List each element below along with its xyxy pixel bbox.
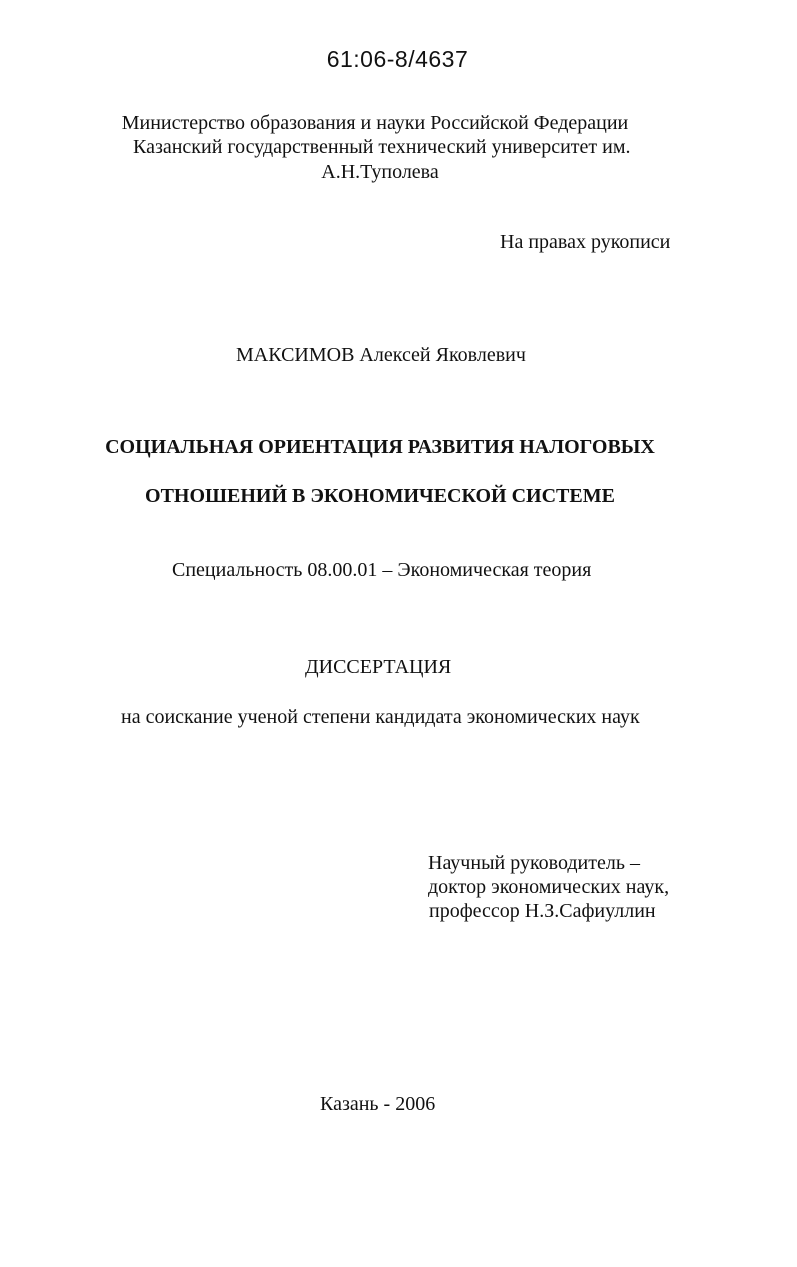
- dissertation-title-line1: СОЦИАЛЬНАЯ ОРИЕНТАЦИЯ РАЗВИТИЯ НАЛОГОВЫХ: [105, 436, 655, 458]
- rights-note: На правах рукописи: [500, 231, 671, 253]
- supervisor-degree: доктор экономических наук,: [428, 876, 670, 898]
- supervisor-role: Научный руководитель –: [428, 852, 640, 874]
- university-name-line1: Казанский государственный технический университет им.: [133, 136, 631, 158]
- supervisor-name: профессор Н.З.Сафиуллин: [429, 900, 656, 922]
- degree-statement: на соискание ученой степени кандидата экономических наук: [121, 706, 640, 728]
- catalog-number: 61:06-8/4637: [326, 46, 469, 72]
- ministry-name: Министерство образования и науки Российской Федерации: [121, 112, 629, 134]
- place-and-year: Казань - 2006: [320, 1093, 436, 1115]
- dissertation-title-line2: ОТНОШЕНИЙ В ЭКОНОМИЧЕСКОЙ СИСТЕМЕ: [145, 485, 615, 507]
- specialty: Специальность 08.00.01 – Экономическая теория: [172, 559, 592, 581]
- university-name-line2: А.Н.Туполева: [321, 161, 439, 183]
- author-name: МАКСИМОВ Алексей Яковлевич: [236, 344, 526, 366]
- document-type: ДИССЕРТАЦИЯ: [305, 656, 452, 678]
